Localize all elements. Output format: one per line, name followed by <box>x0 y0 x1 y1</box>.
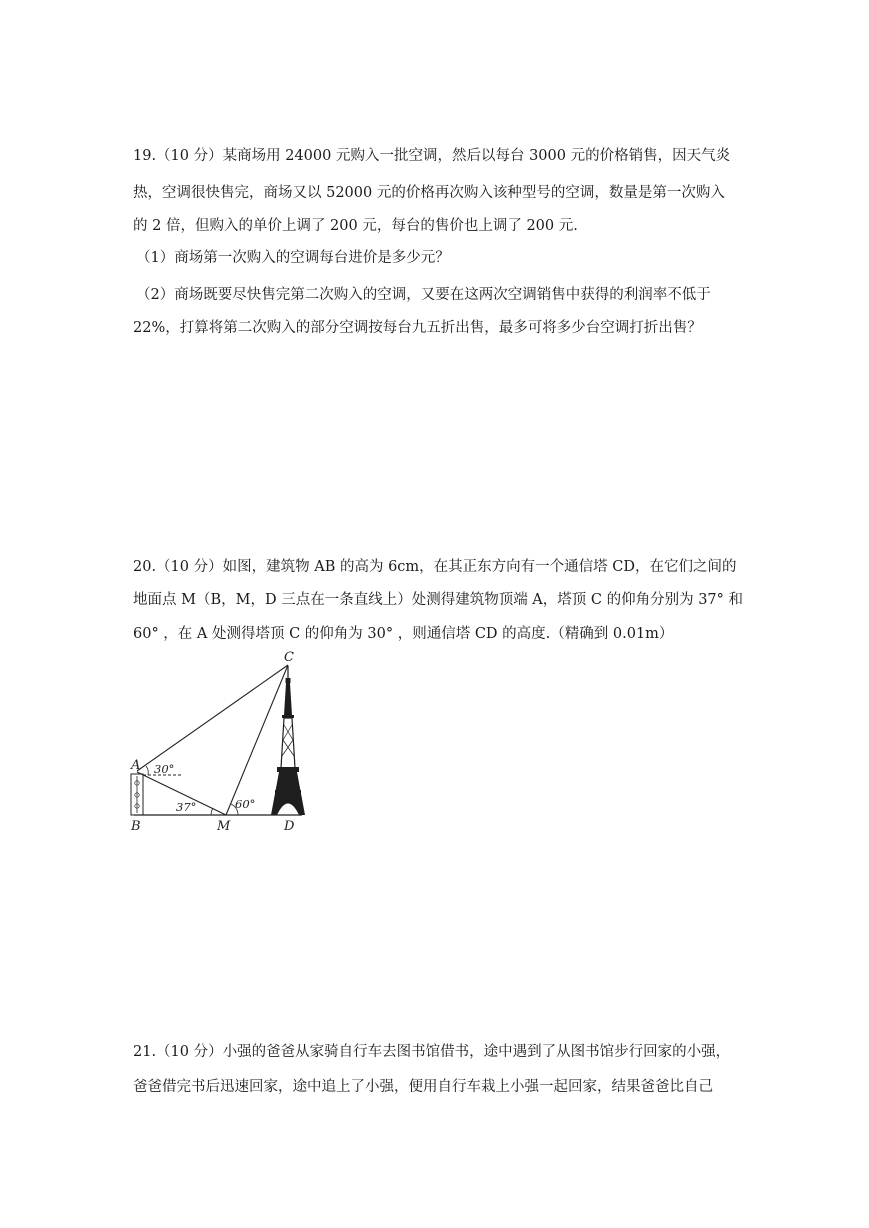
q19-part-1: （1）商场第一次购入的空调每台进价是多少元？ <box>136 250 450 266</box>
q21-line-1: 21.（10 分）小强的爸爸从家骑自行车去图书馆借书，途中遇到了从图书馆步行回家的小强， <box>133 1044 731 1060</box>
label-m: M <box>217 819 231 834</box>
angle-label-m-left: 37° <box>176 800 197 814</box>
q20-line-2: 地面点 M（B，M，D 三点在一条直线上）处测得建筑物顶端 A，塔顶 C 的仰角分别为 37° 和 <box>133 592 744 608</box>
angle-arc-a <box>146 766 148 775</box>
q21-line-2: 爸爸借完书后迅速回家，途中追上了小强，便用自行车栽上小强一起回家，结果爸爸比自己 <box>133 1079 713 1095</box>
q19-line-2: 热，空调很快售完，商场又以 52000 元的价格再次购入该种型号的空调，数量是第一次购入 <box>133 185 725 201</box>
label-d: D <box>284 819 295 834</box>
q19-line-3: 的 2 倍，但购入的单价上调了 200 元，每台的售价也上调了 200 元. <box>133 218 578 234</box>
angle-arc-m-left <box>211 808 213 815</box>
line-ac <box>137 665 288 771</box>
label-c: C <box>284 650 294 665</box>
geometry-figure <box>128 646 328 836</box>
q19-line-1: 19.（10 分）某商场用 24000 元购入一批空调，然后以每台 3000 元的价格销售，因天气炎 <box>133 148 731 164</box>
label-a: A <box>131 758 141 773</box>
angle-label-a: 30° <box>154 762 175 776</box>
label-b: B <box>131 819 141 834</box>
q20-line-3: 60° ，在 A 处测得塔顶 C 的仰角为 30° ，则通信塔 CD 的高度.（精确到 0.01m） <box>133 626 674 642</box>
q19-part-2-line-2: 22%，打算将第二次购入的部分空调按每台九五折出售，最多可将多少台空调打折出售？ <box>133 320 702 336</box>
q19-part-2-line-1: （2）商场既要尽快售完第二次购入的空调，又要在这两次空调销售中获得的利润率不低于 <box>136 287 711 303</box>
angle-label-m-right: 60° <box>235 797 256 811</box>
q20-line-1: 20.（10 分）如图，建筑物 AB 的高为 6cm，在其正东方向有一个通信塔 CD，在它们之间的 <box>133 559 737 575</box>
tower-cd <box>271 666 305 815</box>
